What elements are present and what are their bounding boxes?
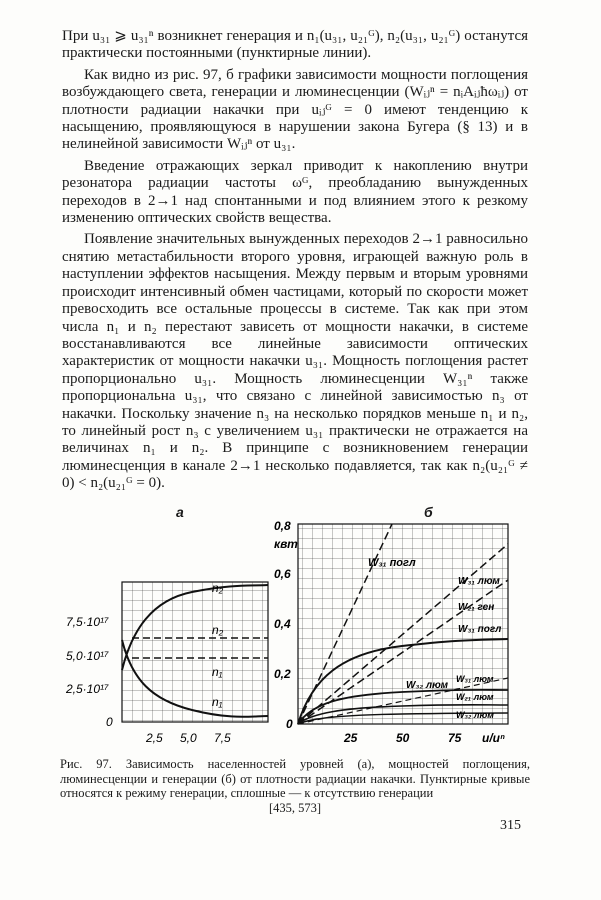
curve-label: W₃₂ люм [456, 710, 494, 720]
x-tick-label: 25 [344, 731, 358, 745]
curve-label: W₃₁ люм [456, 674, 494, 684]
curve-label: W₃₁ погл [458, 624, 502, 635]
curve-label: W₃₁ люм [458, 576, 500, 587]
caption-refs: [435, 573] [268, 800, 322, 815]
y-tick-label: 0 [286, 717, 293, 731]
paragraph: Как видно из рис. 97, б графики зависимости мощности поглощения возбуждающего света, генерации и люминесценции (Wᵢⱼⁿ = nᵢAᵢⱼħωᵢⱼ) от плотности радиации накачки при uᵢⱼᴳ = 0 имеют тенденцию к насыщению, проявляющуюся в нарушении закона Бугера (§ 13) и в нелинейной зависимости Wᵢⱼⁿ от u₃₁. [62, 66, 528, 153]
y-tick-label: 0,2 [274, 667, 291, 681]
paragraph: Введение отражающих зеркал приводит к накоплению внутри резонатора радиации частоты ωᴳ, преобладанию вынужденных переходов в 2→1 над спонтанными и под влиянием этого к резкому изменению оптических свойств вещества. [62, 157, 528, 227]
y-tick-label: 7,5·10¹⁷ [66, 615, 109, 629]
curve-label: n₂ [212, 623, 224, 637]
curve-label: n₁ [212, 665, 223, 679]
y-tick-label: 0,6 [274, 567, 291, 581]
plot-area [122, 582, 268, 722]
x-tick-label: 5,0 [180, 731, 197, 745]
y-tick-label: 5,0·10¹⁷ [66, 649, 109, 663]
y-tick-label: 0 [106, 715, 113, 729]
curve-label: n₁ [212, 695, 223, 709]
figure-b-label: б [424, 504, 433, 520]
page-number: 315 [500, 818, 521, 833]
figure-97 [62, 500, 532, 750]
y-tick-label: 2,5·10¹⁷ [66, 682, 109, 696]
curve-label: W₂₁ люм [456, 692, 494, 702]
figure-a-chart [62, 560, 272, 750]
x-axis-unit: u/uⁿ [482, 731, 505, 745]
caption-text: Рис. 97. Зависимость населенностей уровней (а), мощностей поглощения, люминесценции и генерации (б) от плотности радиации накачки. Пунктирные кривые относятся к режиму генерации, сплошные — к отсутствию генерации [60, 757, 530, 800]
body-text [62, 28, 528, 497]
y-tick-label: 0,4 [274, 617, 291, 631]
curve-label: W₃₁ погл [368, 557, 416, 569]
curve-label: n₂ [212, 581, 224, 595]
figure-b-chart [272, 518, 537, 750]
curve-label: W₃₂ люм [406, 680, 449, 691]
figure-caption [60, 757, 530, 815]
x-tick-label: 50 [396, 731, 410, 745]
figure-a-label: а [176, 504, 184, 520]
x-tick-label: 75 [448, 731, 462, 745]
y-axis-unit: квт [274, 537, 298, 551]
x-tick-label: 7,5 [214, 731, 231, 745]
paragraph: При u₃₁ ⩾ u₃₁ⁿ возникнет генерация и n₁(u₃₁, u₂₁ᴳ), n₂(u₃₁, u₂₁ᴳ) останутся практически постоянными (пунктирные линии). [62, 28, 528, 62]
curve-label: W₂₁ ген [458, 602, 495, 613]
y-tick-label: 0,8 [274, 519, 291, 533]
paragraph: Появление значительных вынужденных переходов 2→1 равносильно снятию метастабильности второго уровня, играющей важную роль в наступлении эффектов насыщения. Между первым и вторым уровнями происходит интенсивный обмен частицами, который по скорости может превосходить все остальные процессы в системе. Так как при этом числа n₁ и n₂ перестают зависеть от мощности накачки, в системе восстанавливаются все линейные зависимости оптических характеристик от мощности накачки u₃₁. Мощность поглощения растет пропорционально u₃₁. Мощность люминесценции W₃₁ⁿ также пропорциональна u₃₁, что связано с линейной зависимостью n₃ от накачки. Поскольку значение n₃ на несколько порядков меньше n₁ и n₂, то линейный рост n₃ с увеличением u₃₁ практически не отражается на величинах n₁ и n₂. В принципе с возникновением генерации люминесценция в канале 2→1 несколько подавляется, так как n₂(u₂₁ᴳ ≠ 0) < n₂(u₂₁ᴳ = 0). [62, 231, 528, 492]
x-tick-label: 2,5 [146, 731, 163, 745]
